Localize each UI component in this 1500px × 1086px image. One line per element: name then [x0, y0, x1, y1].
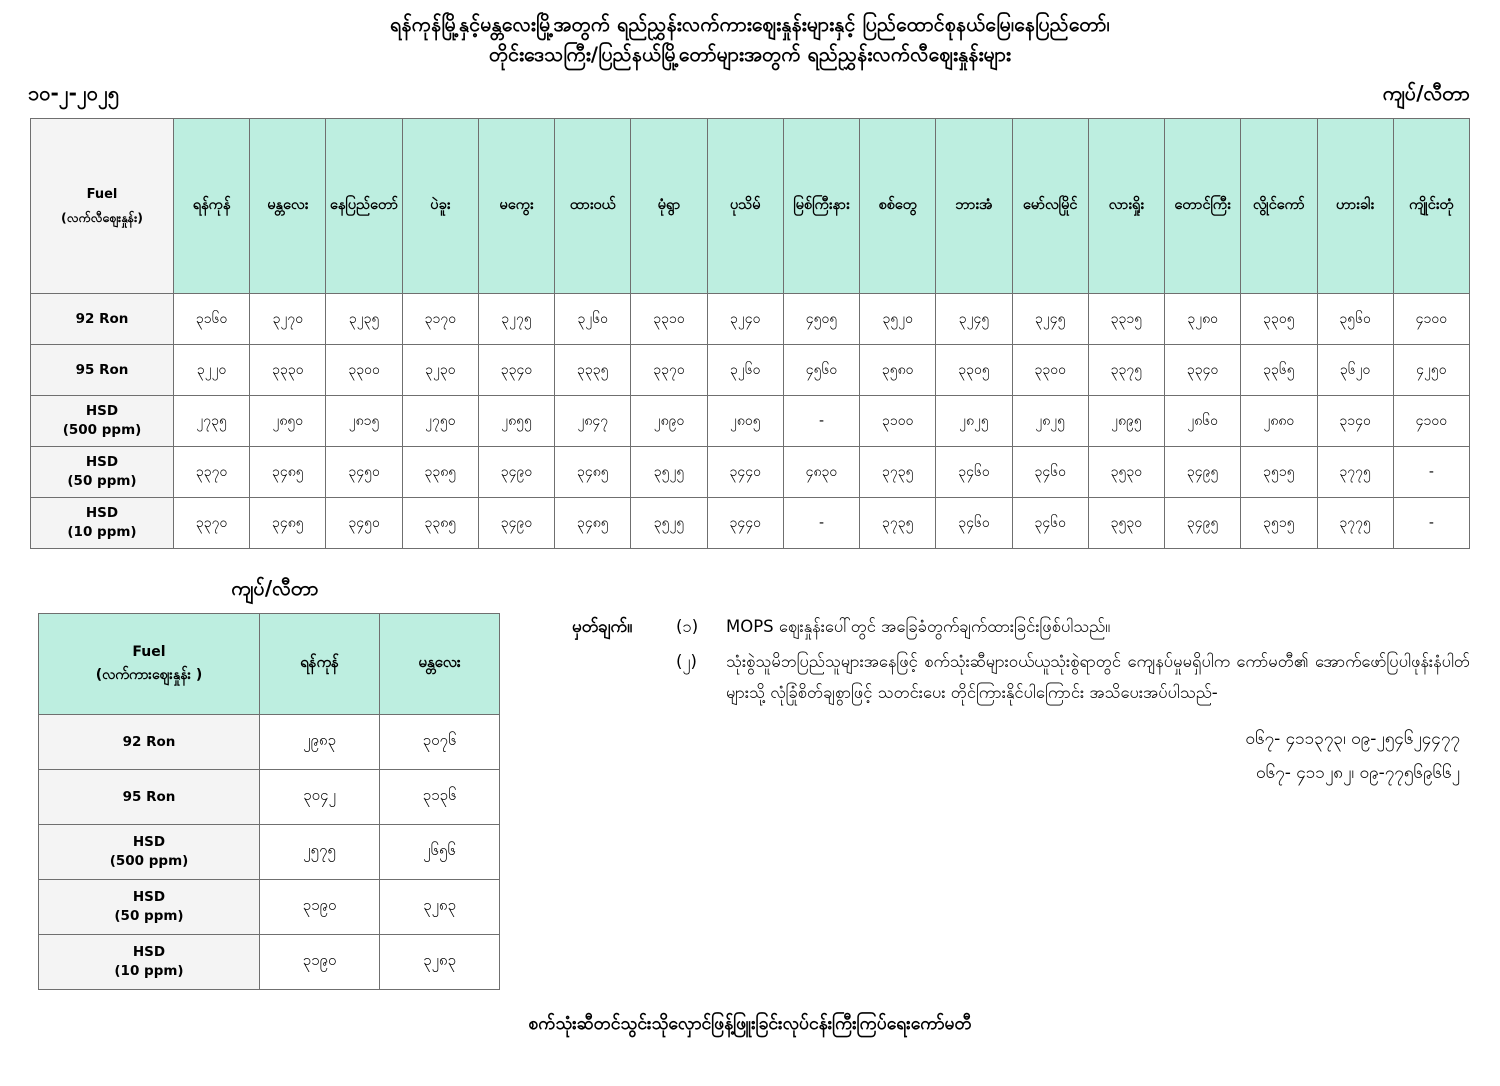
price-cell: ၂၈၄၇ — [555, 396, 631, 447]
retail-table-body — [31, 294, 1470, 549]
column-header-city: လွိုင်ကော် — [1241, 119, 1317, 294]
price-cell: ၃၃၀၀ — [1012, 345, 1088, 396]
price-cell: ၂၈၂၅ — [936, 396, 1012, 447]
price-cell: ၃၁၆၀ — [174, 294, 250, 345]
wholesale-table-head — [39, 614, 500, 715]
meta-row — [0, 70, 1500, 110]
price-cell: ၂၆၅၆ — [380, 825, 500, 880]
price-cell: ၂၈၉၀ — [631, 396, 707, 447]
price-cell: ၃၁၀၀ — [860, 396, 936, 447]
row-label-95ron: 95 Ron — [39, 770, 260, 825]
price-cell: ၃၃၇၀ — [631, 345, 707, 396]
price-cell: ၃၂၆၀ — [555, 294, 631, 345]
column-header-city: တောင်ကြီး — [1165, 119, 1241, 294]
price-cell: ၃၃၇၀ — [174, 498, 250, 549]
notes-label-spacer — [572, 646, 676, 709]
row-label-92ron: 92 Ron — [39, 715, 260, 770]
fuel-header-subtext: (လက်လီဈေးနှုန်း) — [61, 209, 143, 225]
price-cell: - — [1393, 498, 1469, 549]
retail-table-head — [31, 119, 1470, 294]
price-cell: ၂၈၈၀ — [1241, 396, 1317, 447]
fuel-header-text: Fuel — [132, 643, 166, 660]
row-label-subtext: (50 ppm) — [114, 908, 184, 925]
price-cell: - — [1393, 447, 1469, 498]
price-cell: ၃၂၃၀ — [402, 345, 478, 396]
column-header-city: ရန်ကုန် — [260, 614, 380, 715]
row-label-text: HSD — [85, 453, 119, 470]
fuel-header-subtext: (လက်ကားဈေးနှုန်း ) — [95, 667, 203, 684]
price-cell: ၂၈၆၀ — [1165, 396, 1241, 447]
price-cell: ၃၄၉၅ — [1165, 498, 1241, 549]
price-cell: ၃၅၃၀ — [1088, 447, 1164, 498]
row-label-subtext: (50 ppm) — [67, 473, 137, 490]
price-cell: ၃၂၇၅ — [478, 294, 554, 345]
price-cell: ၃၄၆၀ — [1012, 498, 1088, 549]
price-cell: ၄၂၅၀ — [1393, 345, 1469, 396]
price-cell: - — [783, 396, 859, 447]
price-cell: ၃၂၄၅ — [936, 294, 1012, 345]
price-cell: ၃၄၆၀ — [936, 447, 1012, 498]
price-cell: ၃၄၅၀ — [326, 447, 402, 498]
row-label-hsd-10ppm — [39, 935, 260, 990]
note-number: (၁) — [676, 617, 699, 637]
page-title-line-2: တိုင်းဒေသကြီး/ပြည်နယ်မြို့တော်များအတွက် ရည်ညွှန်းလက်လီဈေးနှုန်းများ — [488, 43, 1012, 67]
price-cell: ၃၁၉၀ — [260, 880, 380, 935]
note-item-2 — [572, 646, 1470, 709]
price-cell: ၃၂၈၀ — [1165, 294, 1241, 345]
price-cell: ၃၂၂၀ — [174, 345, 250, 396]
price-cell: ၃၅၆၀ — [1317, 294, 1393, 345]
note-text: MOPS ဈေးနှုန်းပေါ်တွင် အခြေခံတွက်ချက်ထားခြင်းဖြစ်ပါသည်။ — [726, 617, 1111, 637]
price-cell: ၃၇၇၅ — [1317, 447, 1393, 498]
price-cell: ၃၄၆၀ — [1012, 447, 1088, 498]
unit-label-retail: ကျပ်/လီတာ — [1382, 81, 1470, 106]
price-cell: ၃၃၀၅ — [1241, 294, 1317, 345]
table-header-row — [31, 119, 1470, 294]
price-cell: ၃၃၀၅ — [936, 345, 1012, 396]
price-cell: ၃၂၆၀ — [707, 345, 783, 396]
price-cell: ၂၇၅၀ — [402, 396, 478, 447]
price-cell: ၂၈၂၅ — [1012, 396, 1088, 447]
row-label-text: HSD — [132, 943, 166, 960]
row-label-hsd-500ppm — [31, 396, 174, 447]
table-row — [31, 447, 1470, 498]
table-row — [31, 498, 1470, 549]
column-header-city: ဘားအံ — [936, 119, 1012, 294]
table-row — [31, 396, 1470, 447]
price-cell: ၃၃၇၀ — [174, 447, 250, 498]
fuel-header-text: Fuel — [86, 187, 118, 203]
column-header-city: ထားဝယ် — [555, 119, 631, 294]
price-cell: ၃၅၂၅ — [631, 447, 707, 498]
row-label-92ron: 92 Ron — [31, 294, 174, 345]
row-label-hsd-50ppm — [39, 880, 260, 935]
column-header-city: ရန်ကုန် — [174, 119, 250, 294]
column-header-city: ဟားခါး — [1317, 119, 1393, 294]
column-header-city: ပုသိမ် — [707, 119, 783, 294]
column-header-city: စစ်တွေ — [860, 119, 936, 294]
price-cell: ၃၃၆၅ — [1241, 345, 1317, 396]
price-cell: ၃၆၂၀ — [1317, 345, 1393, 396]
wholesale-section — [30, 567, 500, 990]
price-cell: ၂၅၇၅ — [260, 825, 380, 880]
price-cell: ၃၄၈၅ — [250, 447, 326, 498]
document-title-block — [0, 0, 1500, 70]
price-cell: ၂၉၈၃ — [260, 715, 380, 770]
price-cell: ၃၂၇၀ — [250, 294, 326, 345]
issuing-committee-footer: စက်သုံးဆီတင်သွင်းသိုလှောင်ဖြန့်ဖြူးခြင်းလုပ်ငန်းကြီးကြပ်ရေးကော်မတီ — [528, 1014, 972, 1035]
note-item-1 — [572, 611, 1470, 643]
row-label-text: HSD — [132, 833, 166, 850]
price-cell: ၃၁၄၀ — [1317, 396, 1393, 447]
notes-section — [510, 567, 1470, 990]
price-cell: ၃၅၂၅ — [631, 498, 707, 549]
price-cell: ၃၀၇၆ — [380, 715, 500, 770]
row-label-subtext: (10 ppm) — [67, 524, 137, 541]
price-cell: ၃၄၈၅ — [250, 498, 326, 549]
price-cell: ၃၂၄၅ — [1012, 294, 1088, 345]
price-cell: ၃၅၈၀ — [860, 345, 936, 396]
column-header-city: ပဲခူး — [402, 119, 478, 294]
price-cell: ၃၂၄၀ — [707, 294, 783, 345]
price-cell: ၃၂၈၃ — [380, 935, 500, 990]
column-header-city: လားရှိုး — [1088, 119, 1164, 294]
retail-price-table — [30, 118, 1470, 549]
price-cell: ၃၄၈၅ — [555, 447, 631, 498]
column-header-city: မန္တလေး — [380, 614, 500, 715]
row-label-subtext: (10 ppm) — [114, 963, 184, 980]
price-cell: ၃၄၅၀ — [326, 498, 402, 549]
price-cell: ၃၃၈၅ — [402, 447, 478, 498]
price-cell: ၃၂၈၃ — [380, 880, 500, 935]
price-cell: ၄၁၀၀ — [1393, 294, 1469, 345]
notes-label: မှတ်ချက်။ — [572, 617, 633, 638]
row-label-text: HSD — [132, 888, 166, 905]
price-cell: ၄၁၀၀ — [1393, 396, 1469, 447]
table-row — [39, 880, 500, 935]
retail-price-table-wrap — [0, 110, 1500, 549]
price-cell: ၃၃၄၀ — [1165, 345, 1241, 396]
unit-label-wholesale: ကျပ်/လီတာ — [231, 576, 319, 601]
row-label-subtext: (500 ppm) — [109, 853, 189, 870]
price-cell: ၃၃၃၀ — [250, 345, 326, 396]
column-header-city: မန္တလေး — [250, 119, 326, 294]
row-label-hsd-10ppm — [31, 498, 174, 549]
price-cell: ၃၄၆၀ — [936, 498, 1012, 549]
column-header-city: မော်လမြိုင် — [1012, 119, 1088, 294]
price-cell: ၂၇၃၅ — [174, 396, 250, 447]
phone-line: ၀၆၇- ၄၁၁၃၇၃၊ ၀၉-၂၅၄၆၂၄၄၇၇ — [1245, 729, 1460, 750]
price-cell: ၂၈၅၅ — [478, 396, 554, 447]
page-title-line-1: ရန်ကုန်မြို့နှင့်မန္တလေးမြို့အတွက် ရည်ညွှန်းလက်ကားဈေးနှုန်းများနှင့် ပြည်ထောင်စုနယ်မြေ၊နေပြည်တော်၊ — [390, 13, 1110, 36]
price-cell: ၃၃၀၀ — [326, 345, 402, 396]
price-cell: ၃၁၃၆ — [380, 770, 500, 825]
price-cell: ၃၃၃၅ — [555, 345, 631, 396]
row-label-hsd-50ppm — [31, 447, 174, 498]
table-row — [39, 715, 500, 770]
price-cell: ၂၈၅၀ — [250, 396, 326, 447]
price-cell: ၄၅၀၅ — [783, 294, 859, 345]
price-cell: ၃၄၄၀ — [707, 498, 783, 549]
price-cell: ၃၃၄၀ — [478, 345, 554, 396]
column-header-city: မကွေး — [478, 119, 554, 294]
price-cell: ၃၄၉၀ — [478, 498, 554, 549]
price-cell: ၃၃၁၅ — [1088, 294, 1164, 345]
price-cell: ၃၇၃၅ — [860, 447, 936, 498]
column-header-fuel — [31, 119, 174, 294]
price-cell: ၂၈၀၅ — [707, 396, 783, 447]
row-label-95ron: 95 Ron — [31, 345, 174, 396]
price-cell: ၃၀၄၂ — [260, 770, 380, 825]
column-header-city: မုံရွာ — [631, 119, 707, 294]
price-cell: ၃၁၉၀ — [260, 935, 380, 990]
date-label: ၁၀-၂-၂၀၂၅ — [28, 81, 120, 106]
price-cell: ၃၄၄၀ — [707, 447, 783, 498]
price-cell: ၃၇၃၅ — [860, 498, 936, 549]
price-cell: ၃၁၇၀ — [402, 294, 478, 345]
column-header-fuel-wholesale — [39, 614, 260, 715]
price-cell: ၂၈၉၅ — [1088, 396, 1164, 447]
price-cell: ၃၅၃၀ — [1088, 498, 1164, 549]
price-cell: ၃၅၂၀ — [860, 294, 936, 345]
price-cell: ၃၅၁၅ — [1241, 498, 1317, 549]
price-cell: ၃၂၃၅ — [326, 294, 402, 345]
table-row — [39, 770, 500, 825]
price-cell: ၃၃၇၅ — [1088, 345, 1164, 396]
price-cell: ၄၅၆၀ — [783, 345, 859, 396]
row-label-text: HSD — [85, 402, 119, 419]
price-cell: ၃၄၉၀ — [478, 447, 554, 498]
table-row — [39, 825, 500, 880]
column-header-city: ကျိုင်းတုံ — [1393, 119, 1469, 294]
note-number: (၂) — [676, 651, 697, 671]
price-cell: ၃၄၈၅ — [555, 498, 631, 549]
price-cell: ၃၃၁၀ — [631, 294, 707, 345]
contact-phones — [572, 722, 1470, 790]
price-cell: ၃၇၇၅ — [1317, 498, 1393, 549]
column-header-city: နေပြည်တော် — [326, 119, 402, 294]
table-row — [31, 294, 1470, 345]
table-row — [31, 345, 1470, 396]
table-row — [39, 935, 500, 990]
price-cell: ၃၄၉၅ — [1165, 447, 1241, 498]
price-cell: - — [783, 498, 859, 549]
phone-line: ၀၆၇- ၄၁၁၂၈၂၊ ၀၉-၇၇၅၆၉၆၆၂ — [1256, 763, 1460, 784]
row-label-text: HSD — [85, 504, 119, 521]
price-cell: ၃၅၁၅ — [1241, 447, 1317, 498]
row-label-subtext: (500 ppm) — [62, 422, 142, 439]
price-cell: ၄၈၃၀ — [783, 447, 859, 498]
wholesale-price-table — [38, 613, 500, 990]
column-header-city: မြစ်ကြီးနား — [783, 119, 859, 294]
row-label-hsd-500ppm — [39, 825, 260, 880]
table-header-row — [39, 614, 500, 715]
price-cell: ၃၃၈၅ — [402, 498, 478, 549]
price-cell: ၂၈၁၅ — [326, 396, 402, 447]
wholesale-table-body — [39, 715, 500, 990]
note-text: သုံးစွဲသူမိဘပြည်သူများအနေဖြင့် စက်သုံးဆီများဝယ်ယူသုံးစွဲရာတွင် ကျေနပ်မှုမရှိပါက ကော်မတီ၏ အောက်ဖော်ပြပါဖုန်းနံပါတ်များသို့ လုံခြုံစိတ်ချစွာဖြင့် သတင်းပေး တိုင်ကြားနိုင်ပါကြောင်း အသိပေးအပ်ပါသည်- — [726, 651, 1470, 703]
lower-section — [0, 549, 1500, 990]
